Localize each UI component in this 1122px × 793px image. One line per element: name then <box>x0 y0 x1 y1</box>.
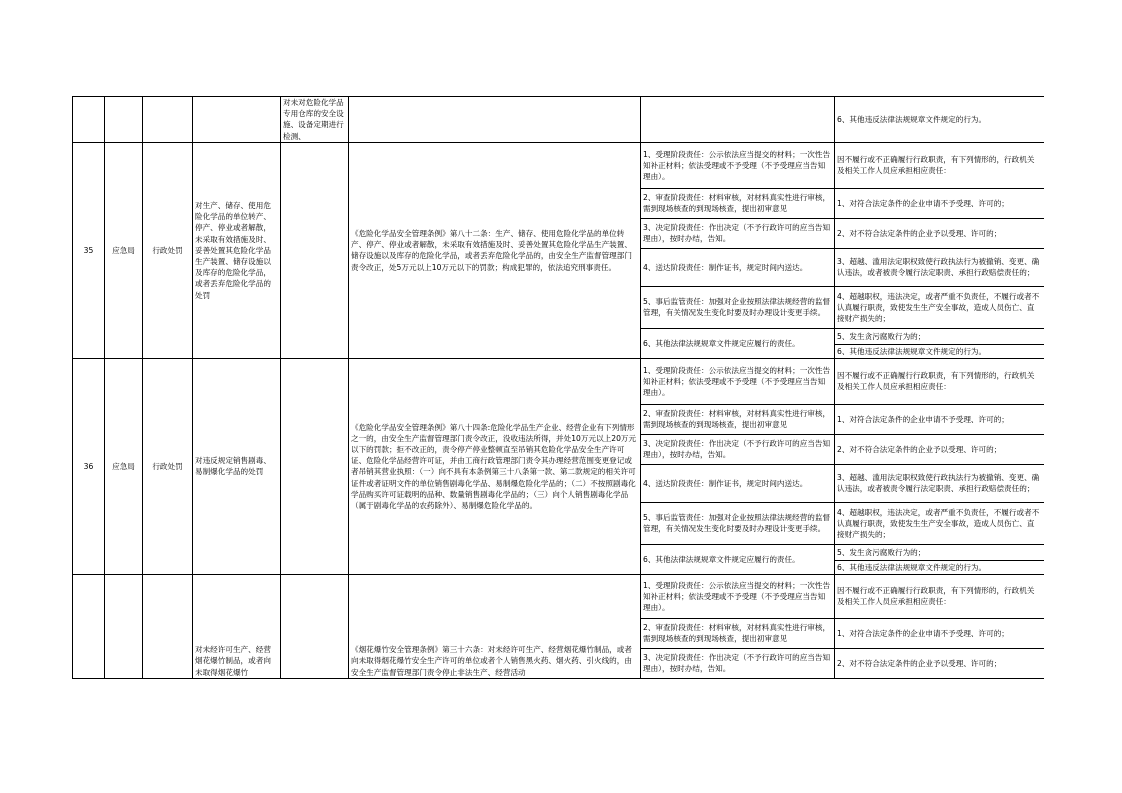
subject-cell <box>281 358 349 574</box>
duty-cell <box>641 248 835 286</box>
basis-text: 《危险化学品安全管理条例》第八十四条:危险化学品生产企业、经营企业有下列情形之一的，由安全生产监督管理部门责令改正，没收违法所得，并处10万元以上20万元以下的罚款；拒不改正的，责令停产停业整顿直至吊销其危险化学品安全生产许可证、危险化学品经营许可证，并由工商行政管理部门责令其办理经营范围变更登记或者吊销其营业执照：（一）向不具有本条例第三十八条第一款、第二款规定的相关许可证件或者证明文件的单位销售剧毒化学品、易制爆危险化学品的；（二）不按照剧毒化学品购买许可证载明的品种、数量销售剧毒化学品的；（三）向个人销售剧毒化学品（属于剧毒化学品的农药除外）、易制爆危险化学品的。 <box>351 422 637 510</box>
duty-cell <box>641 464 835 502</box>
liability-text: 1、对符合法定条件的企业申请不予受理、许可的； <box>837 628 1009 638</box>
liability-text: 6、其他违反法律法规规章文件规定的行为。 <box>837 114 987 124</box>
category-cell <box>143 358 193 574</box>
table-row <box>73 358 1045 404</box>
duty-cell <box>641 328 835 358</box>
basis-cell <box>349 142 641 358</box>
duty-text: 5、事后监管责任：加强对企业按照法律法规经营的监督管理，有关情况发生变化时要及时办理设计变更手续。 <box>643 513 831 534</box>
liability-cell <box>835 344 1045 358</box>
item-cell <box>193 574 281 678</box>
liability-text: 3、超越、滥用法定职权致使行政执法行为被撤销、变更、确认违法，或者被责令履行法定职责、承担行政赔偿责任的； <box>837 257 1040 278</box>
duty-text: 5、事后监管责任：加强对企业按照法律法规经营的监督管理，有关情况发生变化时要及时办理设计变更手续。 <box>643 297 831 318</box>
liability-cell <box>835 544 1045 560</box>
department-cell <box>105 358 143 574</box>
liability-cell <box>835 404 1045 434</box>
liability-text: 5、发生贪污腐败行为的； <box>837 547 926 557</box>
liability-text: 因不履行或不正确履行行政职责，有下列情形的，行政机关及相关工作人员应承担相应责任： <box>837 155 1035 176</box>
row-number: 36 <box>83 461 94 471</box>
duty-cell <box>641 502 835 544</box>
category-name: 行政处罚 <box>152 461 183 471</box>
liability-cell <box>835 618 1045 648</box>
duty-text: 4、送达阶段责任：制作证书，规定时间内送达。 <box>643 262 808 272</box>
liability-text: 2、对不符合法定条件的企业予以受理、许可的； <box>837 444 1002 454</box>
row-number: 35 <box>83 245 94 255</box>
liability-cell <box>835 97 1045 143</box>
duty-cell <box>641 574 835 618</box>
liability-cell <box>835 648 1045 678</box>
liability-cell <box>835 434 1045 464</box>
table-row <box>73 97 1045 143</box>
duty-cell <box>641 286 835 328</box>
liability-text: 3、超越、滥用法定职权致使行政执法行为被撤销、变更、确认违法，或者被责令履行法定职责、承担行政赔偿责任的； <box>837 473 1040 494</box>
liability-text: 4、超越职权，违法决定，或者严重不负责任，不履行或者不认真履行职责，致使发生生产安全事故，造成人员伤亡、直接财产损失的； <box>837 291 1040 323</box>
duty-text: 3、决定阶段责任：作出决定（不予行政许可的应当告知理由），按时办结，告知。 <box>643 439 831 460</box>
duty-cell <box>641 97 835 143</box>
subject-text: 对未对危险化学品专用仓库的安全设施、设备定期进行检测、 <box>283 98 344 141</box>
item-text: 对生产、储存、使用危险化学品的单位转产、停产、停业或者解散，未采取有效措施及时、妥善处置其危险化学品生产装置、储存设施以及库存的危险化学品，或者丢弃危险化学品的处罚 <box>195 200 271 300</box>
duty-text: 6、其他法律法规规章文件规定应履行的责任。 <box>643 554 800 564</box>
department-name: 应急局 <box>112 245 135 255</box>
item-cell <box>193 97 281 143</box>
liability-text: 2、对不符合法定条件的企业予以受理、许可的； <box>837 658 1002 668</box>
category-cell <box>143 574 193 678</box>
duty-cell <box>641 544 835 574</box>
liability-text: 1、对符合法定条件的企业申请不予受理、许可的； <box>837 414 1009 424</box>
liability-text: 6、其他违反法律法规规章文件规定的行为。 <box>837 562 987 572</box>
liability-cell <box>835 218 1045 248</box>
liability-cell <box>835 328 1045 344</box>
department-cell <box>105 574 143 678</box>
liability-text: 因不履行或不正确履行行政职责，有下列情形的，行政机关及相关工作人员应承担相应责任： <box>837 586 1035 607</box>
subject-cell <box>281 574 349 678</box>
liability-cell <box>835 358 1045 404</box>
duty-cell <box>641 188 835 218</box>
item-text: 对违反规定销售剧毒、易制爆化学品的处罚 <box>195 456 271 477</box>
liability-text: 1、对符合法定条件的企业申请不予受理、许可的； <box>837 198 1009 208</box>
table-row <box>73 142 1045 188</box>
department-name: 应急局 <box>112 461 135 471</box>
department-cell <box>105 97 143 143</box>
duty-text: 1、受理阶段责任：公示依法应当提交的材料；一次性告知补正材料；依法受理或不予受理（不予受理应当告知理由）。 <box>643 365 831 397</box>
duty-text: 2、审查阶段责任：材料审核，对材料真实性进行审核，需到现场核查的到现场核查，提出初审意见 <box>643 623 831 644</box>
category-cell <box>143 142 193 358</box>
duty-text: 3、决定阶段责任：作出决定（不予行政许可的应当告知理由），按时办结，告知。 <box>643 223 831 244</box>
item-cell <box>193 358 281 574</box>
document-page <box>72 96 1044 692</box>
basis-cell <box>349 358 641 574</box>
duty-text: 3、决定阶段责任：作出决定（不予行政许可的应当告知理由），按时办结，告知。 <box>643 653 831 674</box>
liability-cell <box>835 286 1045 328</box>
duty-cell <box>641 218 835 248</box>
basis-text: 《危险化学品安全管理条例》第八十二条：生产、储存、使用危险化学品的单位转产、停产、停业或者解散，未采取有效措施及时、妥善处置其危险化学品生产装置、储存设施以及库存的危险化学品，或者丢弃危险化学品的，由安全生产监督管理部门责令改正，处5万元以上10万元以下的罚款；构成犯罪的，依法追究刑事责任。 <box>351 228 632 272</box>
duty-cell <box>641 648 835 678</box>
basis-cell <box>349 574 641 678</box>
liability-cell <box>835 464 1045 502</box>
number-cell <box>73 574 105 678</box>
duty-text: 1、受理阶段责任：公示依法应当提交的材料；一次性告知补正材料；依法受理或不予受理（不予受理应当告知理由）。 <box>643 149 831 181</box>
liability-cell <box>835 560 1045 574</box>
liability-cell <box>835 188 1045 218</box>
department-cell <box>105 142 143 358</box>
item-cell <box>193 142 281 358</box>
category-name: 行政处罚 <box>152 245 183 255</box>
table-row <box>73 574 1045 618</box>
duty-text: 2、审查阶段责任：材料审核，对材料真实性进行审核，需到现场核查的到现场核查，提出初审意见 <box>643 409 831 430</box>
duty-text: 6、其他法律法规规章文件规定应履行的责任。 <box>643 338 800 348</box>
duty-cell <box>641 404 835 434</box>
duty-cell <box>641 358 835 404</box>
duty-cell <box>641 434 835 464</box>
duty-text: 1、受理阶段责任：公示依法应当提交的材料；一次性告知补正材料；依法受理或不予受理（不予受理应当告知理由）。 <box>643 580 831 612</box>
liability-text: 6、其他违反法律法规规章文件规定的行为。 <box>837 346 987 356</box>
liability-cell <box>835 248 1045 286</box>
liability-text: 因不履行或不正确履行行政职责，有下列情形的，行政机关及相关工作人员应承担相应责任： <box>837 371 1035 392</box>
subject-cell <box>281 142 349 358</box>
duty-cell <box>641 618 835 648</box>
responsibility-table <box>72 96 1044 679</box>
duty-text: 4、送达阶段责任：制作证书，规定时间内送达。 <box>643 478 808 488</box>
number-cell <box>73 358 105 574</box>
liability-cell <box>835 502 1045 544</box>
basis-cell <box>349 97 641 143</box>
category-cell <box>143 97 193 143</box>
liability-text: 4、超越职权，违法决定，或者严重不负责任，不履行或者不认真履行职责，致使发生生产安全事故，造成人员伤亡、直接财产损失的； <box>837 507 1040 539</box>
basis-text: 《烟花爆竹安全管理条例》第三十六条：对未经许可生产、经营烟花爆竹制品，或者向未取得烟花爆竹安全生产许可的单位或者个人销售黑火药、烟火药、引火线的，由安全生产监督管理部门责令停止非法生产、经营活动 <box>351 645 632 677</box>
number-cell <box>73 142 105 358</box>
subject-cell <box>281 97 349 143</box>
liability-text: 2、对不符合法定条件的企业予以受理、许可的； <box>837 228 1002 238</box>
duty-cell <box>641 142 835 188</box>
liability-cell <box>835 142 1045 188</box>
item-text: 对未经许可生产、经营烟花爆竹制品，或者向未取得烟花爆竹 <box>195 645 271 677</box>
liability-cell <box>835 574 1045 618</box>
number-cell <box>73 97 105 143</box>
liability-text: 5、发生贪污腐败行为的； <box>837 331 926 341</box>
duty-text: 2、审查阶段责任：材料审核，对材料真实性进行审核，需到现场核查的到现场核查，提出初审意见 <box>643 193 831 214</box>
